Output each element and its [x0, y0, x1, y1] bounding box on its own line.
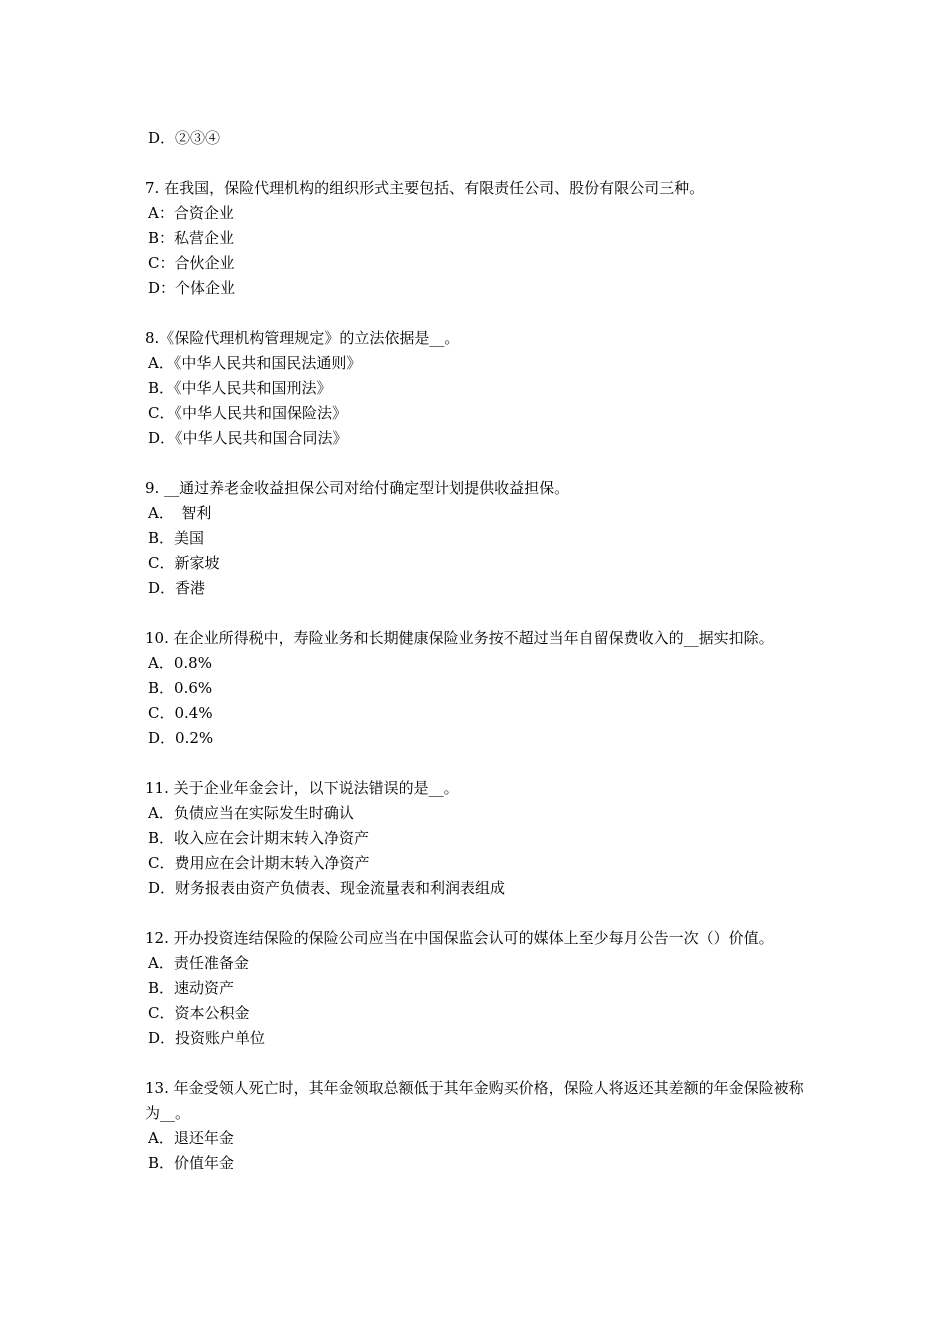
option-d: D．《中华人民共和国合同法》 — [148, 429, 348, 447]
option-d: D．财务报表由资产负债表、现金流量表和利润表组成 — [148, 879, 506, 897]
question-11 — [145, 776, 810, 901]
document-page — [145, 126, 810, 1176]
spacer — [145, 151, 810, 176]
option-a: A．《中华人民共和国民法通则》 — [148, 354, 362, 372]
option-c: C．0.4% — [148, 704, 213, 722]
option-c: C．资本公积金 — [148, 1004, 250, 1022]
option-a: A．负债应当在实际发生时确认 — [148, 804, 354, 822]
question-7 — [145, 176, 810, 301]
option-b: B．0.6% — [148, 679, 213, 697]
option-d: D．投资账户单位 — [148, 1029, 266, 1047]
option-c: C．《中华人民共和国保险法》 — [148, 404, 347, 422]
spacer — [145, 901, 810, 926]
question-10 — [145, 626, 810, 751]
spacer — [145, 751, 810, 776]
option-b: B．美国 — [148, 529, 205, 547]
question-12 — [145, 926, 810, 1051]
question-stem: 10. 在企业所得税中，寿险业务和长期健康保险业务按不超过当年自留保费收入的__据实扣除。 — [145, 629, 774, 647]
option-b: B．《中华人民共和国刑法》 — [148, 379, 332, 397]
option-a: A．责任准备金 — [148, 954, 249, 972]
option-a: A．退还年金 — [148, 1129, 234, 1147]
option-d: D．香港 — [148, 579, 206, 597]
option-c: C：合伙企业 — [148, 254, 235, 272]
option-a: A．0.8% — [148, 654, 212, 672]
question-stem: 9. __通过养老金收益担保公司对给付确定型计划提供收益担保。 — [145, 479, 570, 497]
spacer — [145, 601, 810, 626]
question-stem: 7. 在我国，保险代理机构的组织形式主要包括、有限责任公司、股份有限公司三种。 — [145, 179, 705, 197]
option-b: B．速动资产 — [148, 979, 235, 997]
option-d: D：个体企业 — [148, 279, 236, 297]
option-b: B．收入应在会计期末转入净资产 — [148, 829, 370, 847]
option-a: A． 智利 — [148, 504, 212, 522]
option-c: C．费用应在会计期末转入净资产 — [148, 854, 370, 872]
spacer — [145, 451, 810, 476]
spacer — [145, 301, 810, 326]
prev-question-option-d: D．②③④ — [148, 129, 221, 147]
question-9 — [145, 476, 810, 601]
question-13 — [145, 1076, 810, 1176]
question-stem: 8.《保险代理机构管理规定》的立法依据是__。 — [145, 329, 460, 347]
question-stem: 11. 关于企业年金会计，以下说法错误的是__。 — [145, 779, 459, 797]
option-d: D．0.2% — [148, 729, 214, 747]
question-8 — [145, 326, 810, 451]
spacer — [145, 1051, 810, 1076]
question-stem: 12. 开办投资连结保险的保险公司应当在中国保监会认可的媒体上至少每月公告一次（）价值。 — [145, 929, 774, 947]
option-c: C．新家坡 — [148, 554, 220, 572]
question-stem: 13. 年金受领人死亡时，其年金领取总额低于其年金购买价格，保险人将返还其差额的年金保险被称为__。 — [145, 1079, 804, 1122]
option-b: B：私营企业 — [148, 229, 235, 247]
option-a: A：合资企业 — [148, 204, 234, 222]
option-b: B．价值年金 — [148, 1154, 235, 1172]
